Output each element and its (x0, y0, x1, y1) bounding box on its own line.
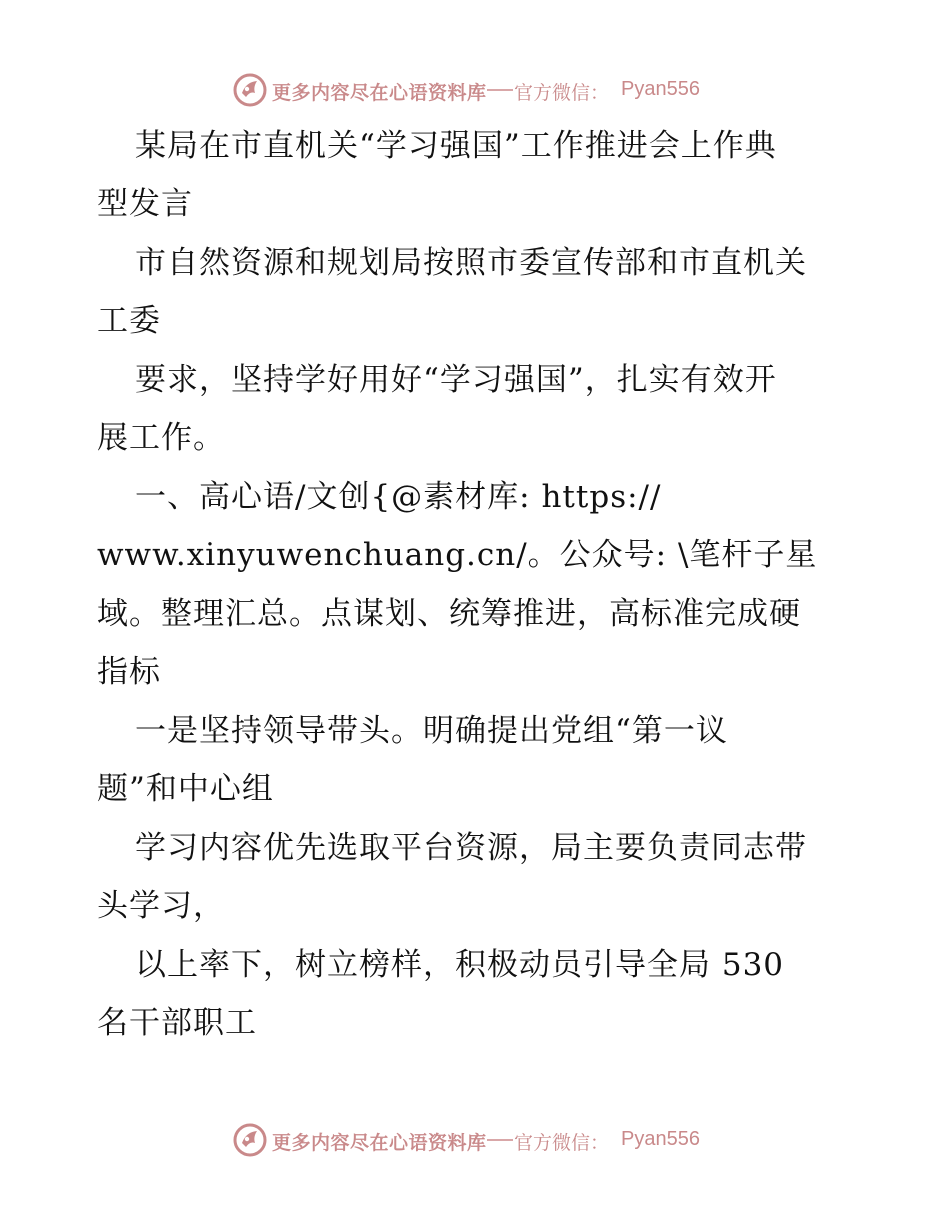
banner-text: 更多内容尽在心语资料库 (272, 1132, 487, 1154)
paragraph-line: 题”和中心组 (97, 771, 274, 807)
xinyu-logo-icon (233, 73, 267, 107)
section-heading-line: www.xinyuwenchuang.cn/。公众号: \笔杆子星 (97, 537, 818, 573)
paragraph-line: 一是坚持领导带头。明确提出党组“第一议 (135, 713, 728, 749)
paragraph-line: 工委 (97, 303, 161, 339)
paragraph-line: 名干部职工 (97, 1005, 257, 1041)
banner-wechat-id: Pyan556 (621, 1128, 700, 1150)
title-line-1: 某局在市直机关“学习强国”工作推进会上作典 (135, 128, 777, 164)
banner-divider (487, 1139, 513, 1141)
banner-wechat-label: 官方微信： (514, 1132, 610, 1154)
paragraph-line: 要求，坚持学好用好“学习强国”，扎实有效开 (135, 362, 777, 398)
banner-divider (487, 89, 513, 91)
title-line-2: 型发言 (97, 186, 193, 222)
header-banner (0, 70, 950, 110)
footer-banner (0, 1120, 950, 1160)
paragraph-line: 展工作。 (97, 420, 225, 456)
paragraph-line: 学习内容优先选取平台资源，局主要负责同志带 (135, 830, 807, 866)
section-heading-line: 域。整理汇总。点谋划、统筹推进，高标准完成硬 (97, 596, 801, 632)
section-heading-line: 指标 (97, 654, 161, 690)
banner-wechat-label: 官方微信： (514, 82, 610, 104)
section-heading-line: 一、高心语/文创{@素材库: https:// (135, 479, 662, 515)
paragraph-line: 以上率下，树立榜样，积极动员引导全局 530 (135, 947, 785, 983)
paragraph-line: 市自然资源和规划局按照市委宣传部和市直机关 (135, 245, 807, 281)
banner-wechat-id: Pyan556 (621, 78, 700, 100)
banner-text: 更多内容尽在心语资料库 (272, 82, 487, 104)
xinyu-logo-icon (233, 1123, 267, 1157)
paragraph-line: 头学习， (97, 888, 225, 924)
